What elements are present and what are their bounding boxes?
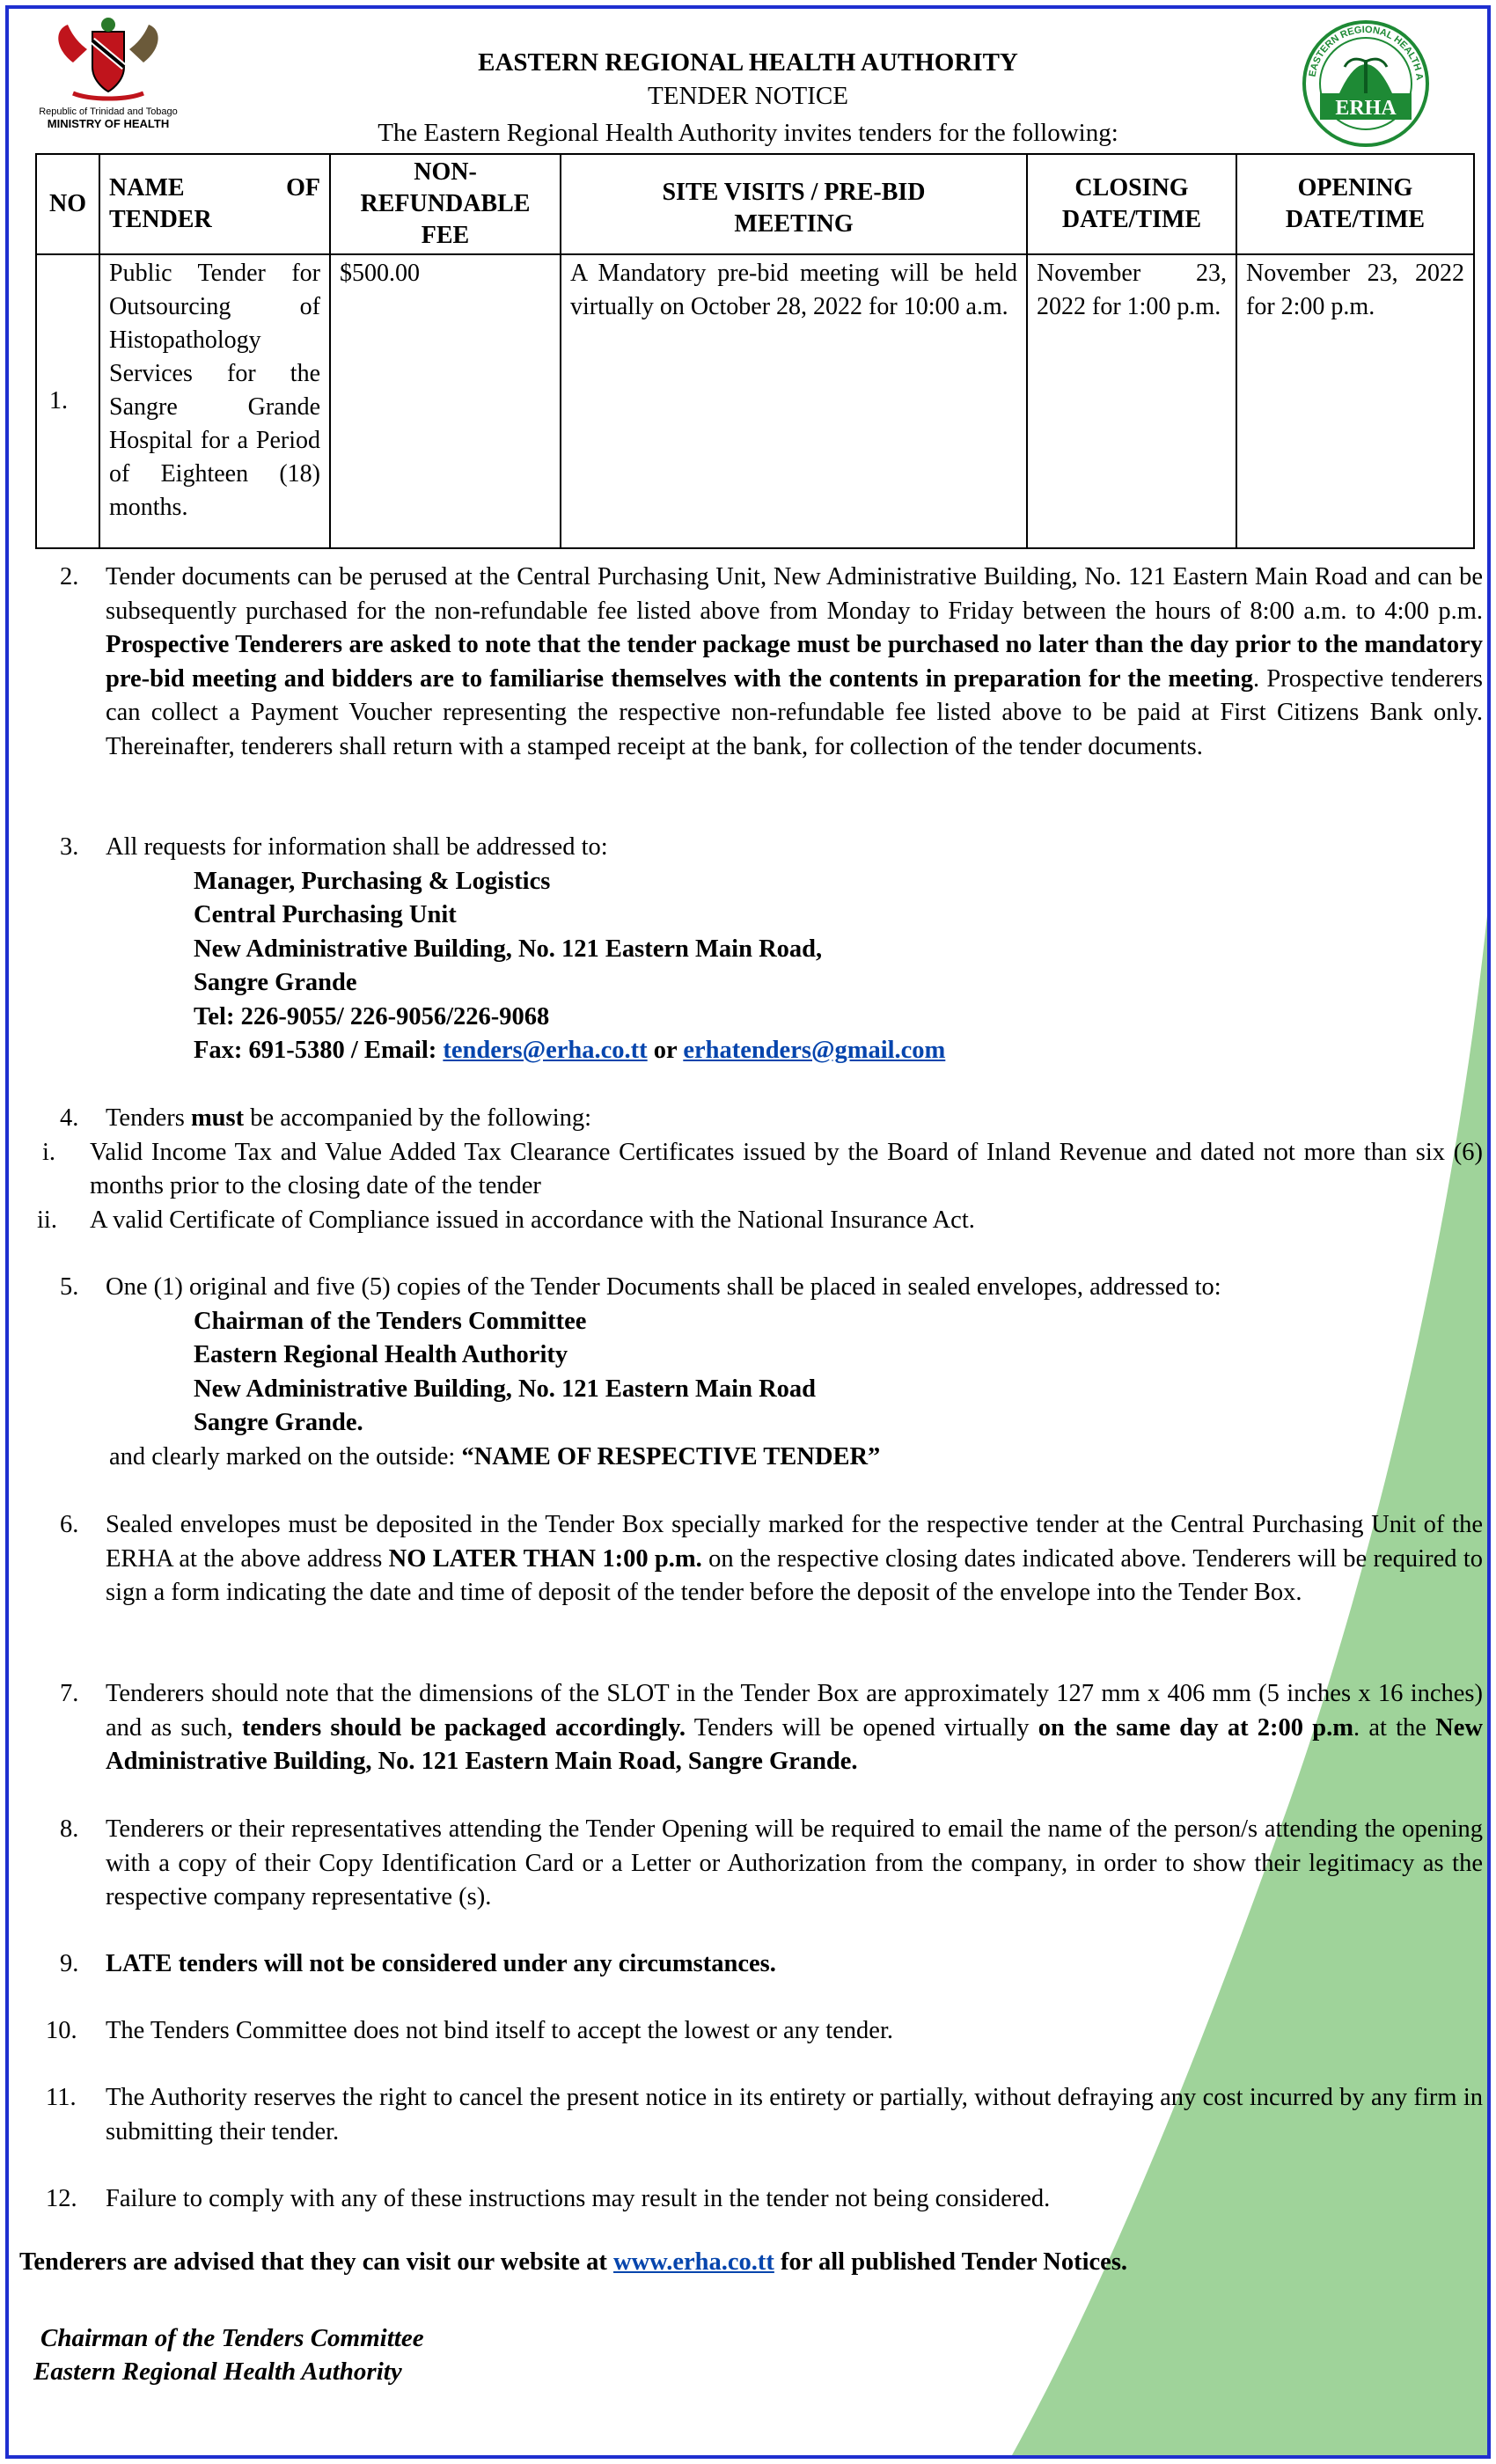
item-number: 6. bbox=[60, 1511, 79, 1538]
item-7-bold-b: on the same day at 2:00 p.m bbox=[1038, 1713, 1353, 1742]
roman-numeral: i. bbox=[42, 1138, 56, 1166]
roman-numeral: ii. bbox=[37, 1206, 57, 1234]
item-number: 8. bbox=[60, 1815, 79, 1843]
fax-label: Fax: 691-5380 / Email: bbox=[194, 1037, 444, 1064]
marking-bold: “NAME OF RESPECTIVE TENDER” bbox=[461, 1442, 881, 1470]
address-line-3: New Administrative Building, No. 121 Eastern Main Road, bbox=[194, 935, 823, 963]
item-9 bbox=[60, 1947, 1483, 1982]
item-4 bbox=[37, 1102, 1483, 1237]
address-line-1: Manager, Purchasing & Logistics bbox=[194, 867, 551, 895]
item-number: 10. bbox=[46, 2017, 77, 2044]
row-closing: November 23, 2022 for 1:00 p.m. bbox=[1027, 254, 1236, 548]
item-4-pre: Tenders bbox=[106, 1104, 191, 1132]
signature-line-2: Eastern Regional Health Authority bbox=[33, 2358, 402, 2386]
item-2-text-a: Tender documents can be perused at the Central Purchasing Unit, New Administrative Building, No. 121 Eastern Main Road and can be subsequently purchased for the non-refundable fee listed above from Monday to Friday between the hours of 8:00 a.m. to 4:00 p.m. bbox=[106, 563, 1483, 625]
row-tender-name: Public Tender for Outsourcing of Histopathology Services for the Sangre Grande Hospital for a Period of Eighteen (18) months. bbox=[99, 254, 330, 548]
col-header-name-a: NAME bbox=[109, 174, 185, 202]
item-number: 9. bbox=[60, 1950, 79, 1977]
item-7-bold-a: tenders should be packaged accordingly. bbox=[241, 1713, 686, 1742]
item-6-text-b: on the respective closing dates indicated above. Tenderers will be required to sign a form indicating the date and time of deposit of the tender before the deposit of the envelope into the Tender Box. bbox=[106, 1544, 1483, 1606]
col-header-opening: OPENING DATE/TIME bbox=[1236, 154, 1474, 254]
row-no: 1. bbox=[36, 254, 99, 548]
marking-instruction bbox=[109, 1441, 1483, 1475]
col-header-site: SITE VISITS / PRE-BID MEETING bbox=[561, 154, 1027, 254]
col-header-no: NO bbox=[36, 154, 99, 254]
item-number: 4. bbox=[60, 1104, 79, 1132]
ministry-label: MINISTRY OF HEALTH bbox=[47, 117, 170, 130]
requirement-ii bbox=[37, 1204, 1483, 1238]
phone-numbers: Tel: 226-9055/ 226-9056/226-9068 bbox=[194, 1002, 550, 1030]
item-7-text-b: Tenders will be opened virtually bbox=[686, 1713, 1038, 1742]
address-line-2: Central Purchasing Unit bbox=[194, 901, 457, 928]
item-11-text: The Authority reserves the right to cancel the present notice in its entirety or partially, without defraying any cost incurred by any firm in submitting their tender. bbox=[106, 2084, 1483, 2145]
item-10-text: The Tenders Committee does not bind itself to accept the lowest or any tender. bbox=[106, 2017, 893, 2044]
address-line-4: Sangre Grande bbox=[194, 969, 357, 996]
item-6-bold: NO LATER THAN 1:00 p.m. bbox=[388, 1544, 702, 1573]
item-12-text: Failure to comply with any of these instructions may result in the tender not being considered. bbox=[106, 2185, 1051, 2212]
email-link-gmail[interactable]: erhatenders@gmail.com bbox=[683, 1037, 946, 1064]
item-12 bbox=[46, 2182, 1483, 2217]
requirement-text: Valid Income Tax and Value Added Tax Clearance Certificates issued by the Board of Inland Revenue and dated not more than six (6) months prior to the closing date of the tender bbox=[90, 1138, 1483, 1199]
row-fee: $500.00 bbox=[330, 254, 561, 548]
marking-pre: and clearly marked on the outside: bbox=[109, 1442, 462, 1470]
address-line-2: Eastern Regional Health Authority bbox=[194, 1341, 568, 1368]
requirement-i bbox=[42, 1136, 1483, 1204]
item-9-text: LATE tenders will not be considered under any circumstances. bbox=[106, 1950, 776, 1977]
item-6-text-a: Sealed envelopes must be deposited in the Tender Box specially marked for the respective tender at the Central Purchasing Unit of the ERHA at the above address bbox=[106, 1511, 1483, 1573]
website-link[interactable]: www.erha.co.tt bbox=[613, 2248, 774, 2276]
item-7 bbox=[60, 1677, 1483, 1779]
item-number: 7. bbox=[60, 1680, 79, 1707]
item-7-text-c: . at the bbox=[1353, 1713, 1436, 1742]
item-8 bbox=[60, 1813, 1483, 1915]
item-10 bbox=[46, 2014, 1483, 2049]
requirement-text: A valid Certificate of Compliance issued in accordance with the National Insurance Act. bbox=[90, 1206, 975, 1234]
item-4-lead bbox=[106, 1102, 1483, 1136]
item-4-must: must bbox=[190, 1104, 245, 1132]
item-number: 3. bbox=[60, 833, 79, 861]
fax-email-line bbox=[106, 1034, 1483, 1068]
header-subtitle: TENDER NOTICE bbox=[648, 82, 848, 110]
item-2 bbox=[60, 561, 1483, 764]
address-line-3: New Administrative Building, No. 121 Eastern Main Road bbox=[194, 1375, 817, 1403]
coat-of-arms-caption: Republic of Trinidad and Tobago bbox=[39, 106, 178, 117]
email-link-tenders[interactable]: tenders@erha.co.tt bbox=[443, 1037, 648, 1064]
item-2-bold: Prospective Tenderers are asked to note that the tender package must be purchased no later than the day prior to the mandatory pre-bid meeting and bidders are to familiarise themselves with the contents in preparation for the meeting bbox=[106, 631, 1483, 693]
row-site-visit: A Mandatory pre-bid meeting will be held virtually on October 28, 2022 for 10:00 a.m. bbox=[561, 254, 1027, 548]
item-11 bbox=[46, 2081, 1483, 2149]
col-header-fee: NON-REFUNDABLE FEE bbox=[330, 154, 561, 254]
table-header-row bbox=[36, 154, 1474, 254]
tender-table bbox=[35, 153, 1475, 549]
item-3-lead: All requests for information shall be addressed to: bbox=[106, 833, 608, 861]
row-opening: November 23, 2022 for 2:00 p.m. bbox=[1236, 254, 1474, 548]
header-title: EASTERN REGIONAL HEALTH AUTHORITY bbox=[478, 48, 1018, 77]
address-line-1: Chairman of the Tenders Committee bbox=[194, 1307, 587, 1335]
signature-line-1: Chairman of the Tenders Committee bbox=[40, 2324, 424, 2352]
table-row bbox=[36, 254, 1474, 548]
address-line-4: Sangre Grande. bbox=[194, 1409, 363, 1436]
website-notice-pre: Tenderers are advised that they can visit our website at bbox=[19, 2248, 614, 2276]
website-notice-post: for all published Tender Notices. bbox=[774, 2248, 1128, 2276]
website-notice bbox=[19, 2248, 1127, 2277]
item-5-lead: One (1) original and five (5) copies of the Tender Documents shall be placed in sealed envelopes, addressed to: bbox=[106, 1273, 1221, 1301]
item-number: 5. bbox=[60, 1273, 79, 1301]
item-number: 2. bbox=[60, 563, 79, 590]
svg-text:EASTERN REGIONAL HEALTH AUTHOR: EASTERN REGIONAL HEALTH A bbox=[1307, 24, 1425, 81]
intro-text: The Eastern Regional Health Authority invites tenders for the following: bbox=[378, 119, 1118, 147]
signature-block bbox=[33, 2321, 424, 2388]
col-header-name-c: TENDER bbox=[109, 206, 212, 233]
col-header-name bbox=[99, 154, 330, 254]
item-8-text: Tenderers or their representatives attending the Tender Opening will be required to email the name of the person/s attending the opening with a copy of their Copy Identification Card or a Letter or Authorization from the company, in order to show their legitimacy as the respective company representative (s). bbox=[106, 1815, 1483, 1910]
item-number: 12. bbox=[46, 2185, 77, 2212]
item-7-text-a: Tenderers should note that the dimensions of the SLOT in the Tender Box are approximately 127 mm x 406 mm (5 inches x 16 inches) and as such, bbox=[106, 1680, 1483, 1742]
svg-text:ERHA: ERHA bbox=[1335, 97, 1397, 120]
item-number: 11. bbox=[46, 2084, 77, 2111]
col-header-name-b: OF bbox=[286, 174, 320, 202]
document-header bbox=[0, 46, 1496, 113]
item-2-text-b: . Prospective tenderers can collect a Payment Voucher representing the respective non-refundable fee listed above to be paid at First Citizens Bank only. Thereinafter, tenderers shall return with a stamped receipt at the bank, for collection of the tender documents. bbox=[106, 664, 1483, 760]
item-3 bbox=[60, 831, 1483, 1068]
item-5 bbox=[60, 1271, 1483, 1474]
item-4-post: be accompanied by the following: bbox=[244, 1104, 592, 1132]
or-text: or bbox=[647, 1037, 684, 1064]
item-6 bbox=[60, 1508, 1483, 1610]
item-7-bold-c: New Administrative Building, No. 121 Eastern Main Road, Sangre Grande. bbox=[106, 1713, 1483, 1775]
col-header-closing: CLOSING DATE/TIME bbox=[1027, 154, 1236, 254]
